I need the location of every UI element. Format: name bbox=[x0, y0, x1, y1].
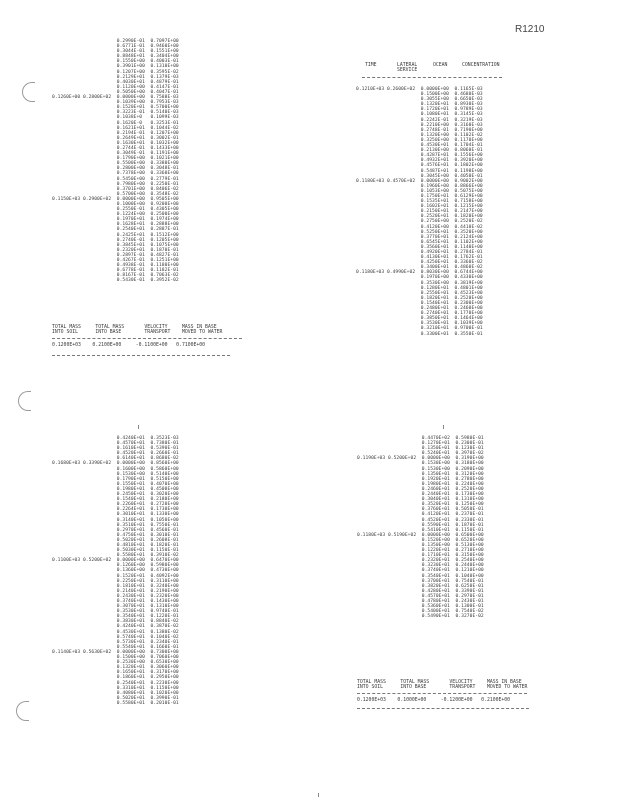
data-row: 0.2140E+01 0.2190E+00 bbox=[52, 588, 179, 594]
data-row: 0.2260E+01 0.2720E+00 bbox=[52, 502, 179, 508]
data-row: 0.4280E+01 0.3390E-01 bbox=[357, 588, 484, 594]
data-row: 0.3845E+01 0.1075E+00 bbox=[52, 242, 179, 248]
data-row: 0.1350E+01 0.1230E-01 bbox=[357, 446, 484, 452]
data-row: 0.2264E+01 0.1730E+00 bbox=[52, 507, 179, 513]
data-row: 0.3070E+01 0.1310E+00 bbox=[52, 604, 179, 610]
data-row: 0.4932E+01 0.3920E+00 bbox=[356, 158, 483, 164]
data-row: 0.1620E-0 0.3253E-01 bbox=[52, 120, 179, 126]
data-row: 0.2550E+01 0.4523E+00 bbox=[356, 290, 483, 296]
data-row: 0.3223E-01 0.5140E-03 bbox=[52, 110, 179, 116]
data-row: 0.1140E+03 0.5630E+02 0.0000E+00 0.7300E+00 bbox=[52, 649, 179, 655]
data-row: 0.1628E+01 0.2888E+00 bbox=[52, 222, 179, 228]
data-row: 0.2750E+00 0.2520E-02 bbox=[356, 219, 483, 225]
data-row: 0.6140E+01 0.8680E-02 bbox=[52, 456, 179, 462]
data-row: 0.3040E+01 0.1310E+00 bbox=[357, 497, 484, 503]
data-row: 0.5730E+01 0.2340E-01 bbox=[52, 639, 179, 645]
data-row: 0.4240E+01 0.3870E-02 bbox=[52, 624, 179, 630]
data-row: 0.3230E+01 0.2440E+00 bbox=[357, 563, 484, 569]
data-row: 0.4938E-01 0.1180E+00 bbox=[52, 263, 179, 269]
data-row: 0.3300E+01 0.3550E-01 bbox=[356, 331, 483, 337]
binder-hole-icon bbox=[16, 701, 29, 721]
data-row: 0.3820E+01 0.6250E-01 bbox=[357, 583, 484, 589]
data-row: 0.5430E-01 0.3952E-02 bbox=[52, 278, 179, 284]
data-row: 0.7378E+00 0.3360E+00 bbox=[52, 171, 179, 177]
data-row: 0.1520E+01 0.4092E+00 bbox=[52, 573, 179, 579]
data-row: 0.1220E+01 0.2710E+00 bbox=[357, 548, 484, 554]
data-row: 0.1350E+00 0.5130E+00 bbox=[357, 542, 484, 548]
page-identifier: R1210 bbox=[515, 24, 545, 35]
data-row: 0.5500E+00 0.3380E+00 bbox=[52, 161, 179, 167]
data-row: 0.4120E+01 0.2370E-01 bbox=[357, 512, 484, 518]
data-row: 0.2970E+01 0.4560E-01 bbox=[52, 527, 179, 533]
data-row: 0.1820E+01 0.2520E+00 bbox=[356, 295, 483, 301]
data-row: 0.2800E+00 0.3048E-01 bbox=[52, 166, 179, 172]
data-row: 0.1530E+00 0.5140E+00 bbox=[52, 471, 179, 477]
data-block-top-right bbox=[356, 87, 483, 337]
data-row: 0.5740E+01 0.1040E-02 bbox=[52, 634, 179, 640]
data-row: 0.5580E+01 0.3910E-02 bbox=[52, 553, 179, 559]
data-row: 0.1100E+03 0.5200E+02 0.0000E+00 0.6470E+00 bbox=[52, 558, 179, 564]
data-row: 0.3760E+01 0.5050E-01 bbox=[357, 507, 484, 513]
binder-hole-icon bbox=[18, 391, 31, 411]
data-row: 0.2130E+00 0.8060E-01 bbox=[356, 148, 483, 154]
summary-header-bottom-right: TOTAL MASS TOTAL MASS VELOCITY MASS IN BASE INTO SOIL INTO BASE TRANSPORT MOVED TO WATER bbox=[357, 680, 528, 691]
data-row: 0.2540E+01 0.2230E+00 bbox=[52, 680, 179, 686]
data-row: 0.3055E+00 0.6650E-03 bbox=[356, 97, 483, 103]
data-row: 0.4576E+01 0.1802E+00 bbox=[356, 163, 483, 169]
data-row: 0.1530E+00 0.2090E+00 bbox=[357, 466, 484, 472]
data-row: 0.1280E+01 0.4801E+00 bbox=[356, 285, 483, 291]
data-row: 0.1710E+01 0.3150E+00 bbox=[357, 553, 484, 559]
data-row: 0.3044E-01 0.1551E+00 bbox=[52, 49, 179, 55]
data-row: 0.1180E+03 0.4990E+02 0.8030E+00 0.6744E+00 bbox=[356, 270, 483, 276]
data-row: 0.3210E+01 0.9700E-01 bbox=[356, 326, 483, 332]
data-row: 0.1602E+01 0.1215E+00 bbox=[356, 204, 483, 210]
data-row: 0.5590E+01 0.1870E-01 bbox=[357, 522, 484, 528]
data-row: 0.5020E+01 0.2608E-01 bbox=[52, 537, 179, 543]
data-row: 0.1320E+01 0.8930E-03 bbox=[356, 102, 483, 108]
data-block-bottom-right bbox=[357, 436, 484, 619]
data-row: 0.2242E-01 0.3219E-03 bbox=[356, 117, 483, 123]
data-row: 0.1980E+01 0.2240E+00 bbox=[357, 481, 484, 487]
data-row: 0.3045E+00 0.4050E-01 bbox=[356, 173, 483, 179]
data-row: 0.2210E+00 0.3160E-03 bbox=[356, 122, 483, 128]
header-lateral-service: LATERAL SERVICE bbox=[397, 63, 418, 74]
data-row: 0.7980E+00 0.2250E-01 bbox=[52, 181, 179, 187]
data-block-bottom-left bbox=[52, 436, 179, 706]
data-row: 0.1520E+01 0.5700E+00 bbox=[52, 105, 179, 111]
data-row: 0.1610E+01 0.5390E-01 bbox=[52, 446, 179, 452]
data-row: 0.1120E+00 0.4147E-01 bbox=[52, 84, 179, 90]
data-row: 0.3510E+01 0.7550E-01 bbox=[52, 522, 179, 528]
scan-tick bbox=[138, 425, 139, 429]
data-row: 0.1360E+00 0.4730E+00 bbox=[52, 568, 179, 574]
data-row: 0.2744E-01 0.1433E+00 bbox=[52, 145, 179, 151]
data-row: 0.1650E+01 0.3170E+00 bbox=[52, 670, 179, 676]
data-row: 0.1224E+00 0.2500E+00 bbox=[52, 212, 179, 218]
data-row: 0.1600E+00 0.5860E+00 bbox=[52, 466, 179, 472]
data-row: 0.4530E+01 0.1704E-01 bbox=[356, 143, 483, 149]
data-row: 0.1210E+03 0.2600E+02 0.0000E+00 0.1165E-03 bbox=[356, 87, 483, 92]
summary-end-rule-top-left bbox=[52, 355, 230, 356]
data-row: 0.4570E+01 0.2970E-01 bbox=[357, 593, 484, 599]
header-time: TIME bbox=[365, 63, 377, 68]
data-row: 0.2550E-01 0.4305E+00 bbox=[52, 207, 179, 213]
data-row: 0.1080E+01 0.3145E-03 bbox=[356, 112, 483, 118]
data-row: 0.2740E-01 0.1205E+00 bbox=[52, 237, 179, 243]
data-row: 0.1270E+01 0.2300E-01 bbox=[357, 441, 484, 447]
data-row: 0.5490E+01 0.3270E-02 bbox=[357, 614, 484, 620]
data-row: 0.5400E+01 0.7540E-02 bbox=[357, 609, 484, 615]
data-row: 0.2450E+01 0.3020E+00 bbox=[52, 492, 179, 498]
data-row: 0.1630E+01 0.1032E+00 bbox=[52, 140, 179, 146]
data-row: 0.5250E+01 0.3520E+00 bbox=[356, 229, 483, 235]
data-row: 0.2320E+01 0.1870E-01 bbox=[52, 247, 179, 253]
scan-tick bbox=[443, 425, 444, 429]
data-row: 0.3250E+00 0.1170E+00 bbox=[356, 137, 483, 143]
data-row: 0.3700E+01 0.7540E-01 bbox=[357, 578, 484, 584]
data-row: 0.5540E+01 0.1660E-01 bbox=[52, 644, 179, 650]
data-row: 0.2460E+01 0.2520E+00 bbox=[357, 486, 484, 492]
data-row: 0.3530E+01 0.9740E-01 bbox=[52, 609, 179, 615]
data-row: 0.1720E+01 0.9789E-03 bbox=[356, 107, 483, 113]
data-row: 0.2425E+01 0.1512E+00 bbox=[52, 232, 179, 238]
data-row: 0.1790E+01 0.5150E+00 bbox=[52, 476, 179, 482]
data-row: 0.8848E+01 0.3404E+00 bbox=[52, 54, 179, 60]
data-row: 0.3540E+01 0.1040E+00 bbox=[357, 573, 484, 579]
data-row: 0.3140E+01 0.1050E+00 bbox=[52, 517, 179, 523]
header-ocean: OCEAN bbox=[433, 63, 448, 68]
data-row: 0.5487E+01 0.1198E+00 bbox=[356, 168, 483, 174]
data-row: 0.1550E+01 0.4070E+00 bbox=[52, 481, 179, 487]
data-row: 0.4130E+01 0.1762E-01 bbox=[356, 255, 483, 261]
header-rule bbox=[362, 77, 502, 78]
summary-header-top-left: TOTAL MASS TOTAL MASS VELOCITY MASS IN BASE INTO SOIL INTO BASE TRANSPORT MOVED TO WATER bbox=[52, 325, 223, 336]
data-row: 0.4287E+01 0.1556E+00 bbox=[356, 153, 483, 159]
data-row: 0.5410E+01 0.1150E-01 bbox=[357, 527, 484, 533]
data-row: 0.8167E-01 0.7063E-02 bbox=[52, 273, 179, 279]
data-row: 0.2540E+01 0.2887E-01 bbox=[52, 227, 179, 233]
data-row: 0.1180E+03 0.4570E+02 0.0000E+00 0.9002E+00 bbox=[356, 178, 483, 184]
data-row: 0.1750E+01 0.6129E+00 bbox=[356, 193, 483, 199]
data-row: 0.3530E+00 0.3819E+00 bbox=[356, 280, 483, 286]
data-row: 0.2250E+01 0.3110E+00 bbox=[52, 578, 179, 584]
data-row: 0.5240E+01 0.3970E-02 bbox=[357, 451, 484, 457]
data-row: 0.2440E+01 0.1730E+00 bbox=[357, 492, 484, 498]
data-row: 0.1190E+03 0.5200E+02 0.0000E+00 0.3190E+00 bbox=[357, 456, 484, 462]
data-row: 0.5020E+01 0.3990E-01 bbox=[52, 695, 179, 701]
data-row: 0.6778E-01 0.1182E-01 bbox=[52, 268, 179, 274]
data-row: 0.3770E+01 0.2124E+00 bbox=[356, 234, 483, 240]
data-row: 0.1260E+00 0.5980E+00 bbox=[52, 563, 179, 569]
data-row: 0.3850E+01 0.1464E+00 bbox=[356, 316, 483, 322]
data-row: 0.4250E+01 0.3360E-02 bbox=[356, 260, 483, 266]
data-row: 0.1960E+00 0.8866E+00 bbox=[356, 183, 483, 189]
data-row: 0.2897E-01 0.4827E-01 bbox=[52, 252, 179, 258]
data-row: 0.4780E+01 0.2430E-01 bbox=[357, 599, 484, 604]
data-row: 0.5450E+00 0.2779E-01 bbox=[52, 176, 179, 182]
data-row: 0.1039E+00 0.7953E-03 bbox=[52, 100, 179, 106]
data-row: 0.1540E+01 0.2180E+00 bbox=[52, 497, 179, 503]
data-row: 0.2748E-01 0.7190E+00 bbox=[356, 127, 483, 133]
data-row: 0.2320E+01 0.2540E+00 bbox=[357, 558, 484, 564]
data-row: 0.1320E+00 0.1102E-02 bbox=[356, 132, 483, 138]
data-row: 0.1053E+00 0.5075E+00 bbox=[356, 188, 483, 194]
data-row: 0.1970E+01 0.1974E+00 bbox=[52, 217, 179, 223]
data-row: 0.2649E+01 0.3002E-01 bbox=[52, 135, 179, 141]
data-row: 0.1207E+00 0.3595E-02 bbox=[52, 69, 179, 75]
data-row: 0.1680E+03 0.3390E+02 0.0000E+00 0.8560E+00 bbox=[52, 461, 179, 467]
data-row: 0.3010E+01 0.1330E+00 bbox=[52, 512, 179, 518]
data-row: 0.3049E-01 0.1191E+00 bbox=[52, 151, 179, 157]
data-row: 0.1540E+01 0.2300E+00 bbox=[356, 300, 483, 306]
data-row: 0.5030E+01 0.1150E-01 bbox=[52, 548, 179, 554]
data-row: 0.1860E+01 0.2950E+00 bbox=[52, 675, 179, 681]
data-row: 0.3310E+01 0.1150E+00 bbox=[52, 685, 179, 691]
data-row: 0.6771E-01 0.9460E+00 bbox=[52, 44, 179, 50]
data-row: 0.5700E+00 0.3548E-02 bbox=[52, 191, 179, 197]
summary-rule-bottom-right bbox=[357, 693, 527, 694]
data-row: 0.5050E+00 0.4047E-01 bbox=[52, 89, 179, 95]
data-row: 0.3530E+01 0.1039E+00 bbox=[356, 321, 483, 327]
data-row: 0.4520E+01 0.2660E-01 bbox=[52, 451, 179, 457]
data-row: 0.1500E+00 0.7060E+00 bbox=[52, 655, 179, 661]
data-row: 0.1320E+01 0.3060E+00 bbox=[52, 665, 179, 671]
data-row: 0.4750E+01 0.3010E-01 bbox=[52, 532, 179, 538]
header-concentration: CONCENTRATION bbox=[462, 63, 500, 68]
data-row: 0.1550E+00 0.4003E-01 bbox=[52, 59, 179, 65]
data-row: 0.1535E+01 0.7158E+00 bbox=[356, 199, 483, 205]
data-row: 0.1980E+01 0.4500E+00 bbox=[52, 486, 179, 492]
data-row: 0.3740E+01 0.1430E+00 bbox=[52, 599, 179, 604]
data-row: 0.3540E+01 0.1220E-01 bbox=[52, 614, 179, 620]
data-row: 0.4530E+01 0.1380E-02 bbox=[52, 629, 179, 635]
data-block-top-left bbox=[52, 39, 179, 284]
data-row: 0.3560E+01 0.1140E+00 bbox=[356, 244, 483, 250]
data-row: 0.1520E+00 0.6520E+00 bbox=[357, 537, 484, 543]
data-row: 0.1000E+00 0.9200E+00 bbox=[52, 202, 179, 207]
data-row: 0.4267E-01 0.1251E+00 bbox=[52, 258, 179, 264]
summary-end-rule-bottom-right bbox=[357, 708, 529, 709]
data-row: 0.1038E+0 0.1099E-03 bbox=[52, 115, 179, 121]
data-row: 0.4120E+00 0.4410E-02 bbox=[356, 224, 483, 230]
data-row: 0.2150E+01 0.2147E+00 bbox=[356, 209, 483, 215]
summary-values-top-left: 0.1200E+03 0.2100E+00 -0.1100E+00 0.7100E+00 bbox=[52, 343, 206, 348]
data-row: 0.1810E+01 0.3240E+00 bbox=[52, 583, 179, 589]
data-row: 0.4240E+01 0.3523E-03 bbox=[52, 436, 179, 441]
data-row: 0.5360E+01 0.1300E-01 bbox=[357, 604, 484, 610]
summary-rule-top-left bbox=[52, 338, 242, 339]
data-row: 0.1530E+00 0.3180E+00 bbox=[357, 461, 484, 467]
data-row: 0.4520E+01 0.2330E-01 bbox=[357, 517, 484, 523]
data-row: 0.1621E+01 0.1044E-02 bbox=[52, 125, 179, 131]
data-row: 0.1790E+00 0.1021E+00 bbox=[52, 156, 179, 162]
data-row: 0.1180E+03 0.5190E+02 0.0000E+00 0.6500E+00 bbox=[357, 532, 484, 538]
data-row: 0.1150E+03 0.2900E+02 0.0000E+00 0.9505E+00 bbox=[52, 196, 179, 202]
data-row: 0.4030E+01 0.4879E-01 bbox=[52, 79, 179, 85]
data-row: 0.2740E+01 0.1770E+00 bbox=[356, 311, 483, 317]
data-row: 0.4570E+01 0.7380E-01 bbox=[52, 441, 179, 447]
data-row: 0.1500E+00 0.4680E-03 bbox=[356, 92, 483, 98]
scan-tick bbox=[318, 793, 319, 797]
data-row: 0.1260E+00 0.2800E+02 0.0000E+00 0.7588E-03 bbox=[52, 95, 179, 101]
data-row: 0.2530E+00 0.6530E+00 bbox=[52, 660, 179, 666]
data-row: 0.2194E-01 0.1207E+00 bbox=[52, 130, 179, 136]
data-row: 0.4920E+01 0.2784E-01 bbox=[356, 250, 483, 255]
data-row: 0.3520E+01 0.1250E+00 bbox=[357, 502, 484, 508]
data-row: 0.3901E+00 0.1310E+00 bbox=[52, 64, 179, 70]
data-row: 0.2520E+01 0.1820E+00 bbox=[356, 214, 483, 220]
summary-values-bottom-right: 0.1200E+03 0.1000E+00 -0.1200E+00 0.2100E+00 bbox=[357, 698, 511, 703]
data-row: 0.2480E+01 0.2460E+00 bbox=[356, 306, 483, 312]
data-row: 0.3830E+01 0.8840E-02 bbox=[52, 619, 179, 625]
data-row: 0.2129E+01 0.1379E-03 bbox=[52, 74, 179, 80]
data-row: 0.4810E+01 0.1820E-01 bbox=[52, 542, 179, 548]
data-row: 0.6545E+01 0.1102E+00 bbox=[356, 239, 483, 245]
data-row: 0.3740E+01 0.1210E+00 bbox=[357, 568, 484, 574]
data-row: 0.4470E+02 0.5980E-01 bbox=[357, 436, 484, 441]
data-row: 0.5580E+01 0.2010E-01 bbox=[52, 700, 179, 706]
data-row: 0.1350E+01 0.3120E+00 bbox=[357, 471, 484, 477]
data-row: 0.4080E+01 0.1020E+00 bbox=[52, 690, 179, 696]
data-row: 0.1920E+01 0.2780E+00 bbox=[357, 476, 484, 482]
data-row: 0.3400E+01 0.4860E-02 bbox=[356, 265, 483, 271]
data-row: 0.3701E+00 0.8406E-02 bbox=[52, 186, 179, 192]
data-row: 0.1970E+00 0.4330E+00 bbox=[356, 275, 483, 281]
data-row: 0.2430E+01 0.2320E+00 bbox=[52, 593, 179, 599]
binder-hole-icon bbox=[22, 82, 35, 102]
data-row: 0.2990E-01 0.7097E+00 bbox=[52, 39, 179, 44]
